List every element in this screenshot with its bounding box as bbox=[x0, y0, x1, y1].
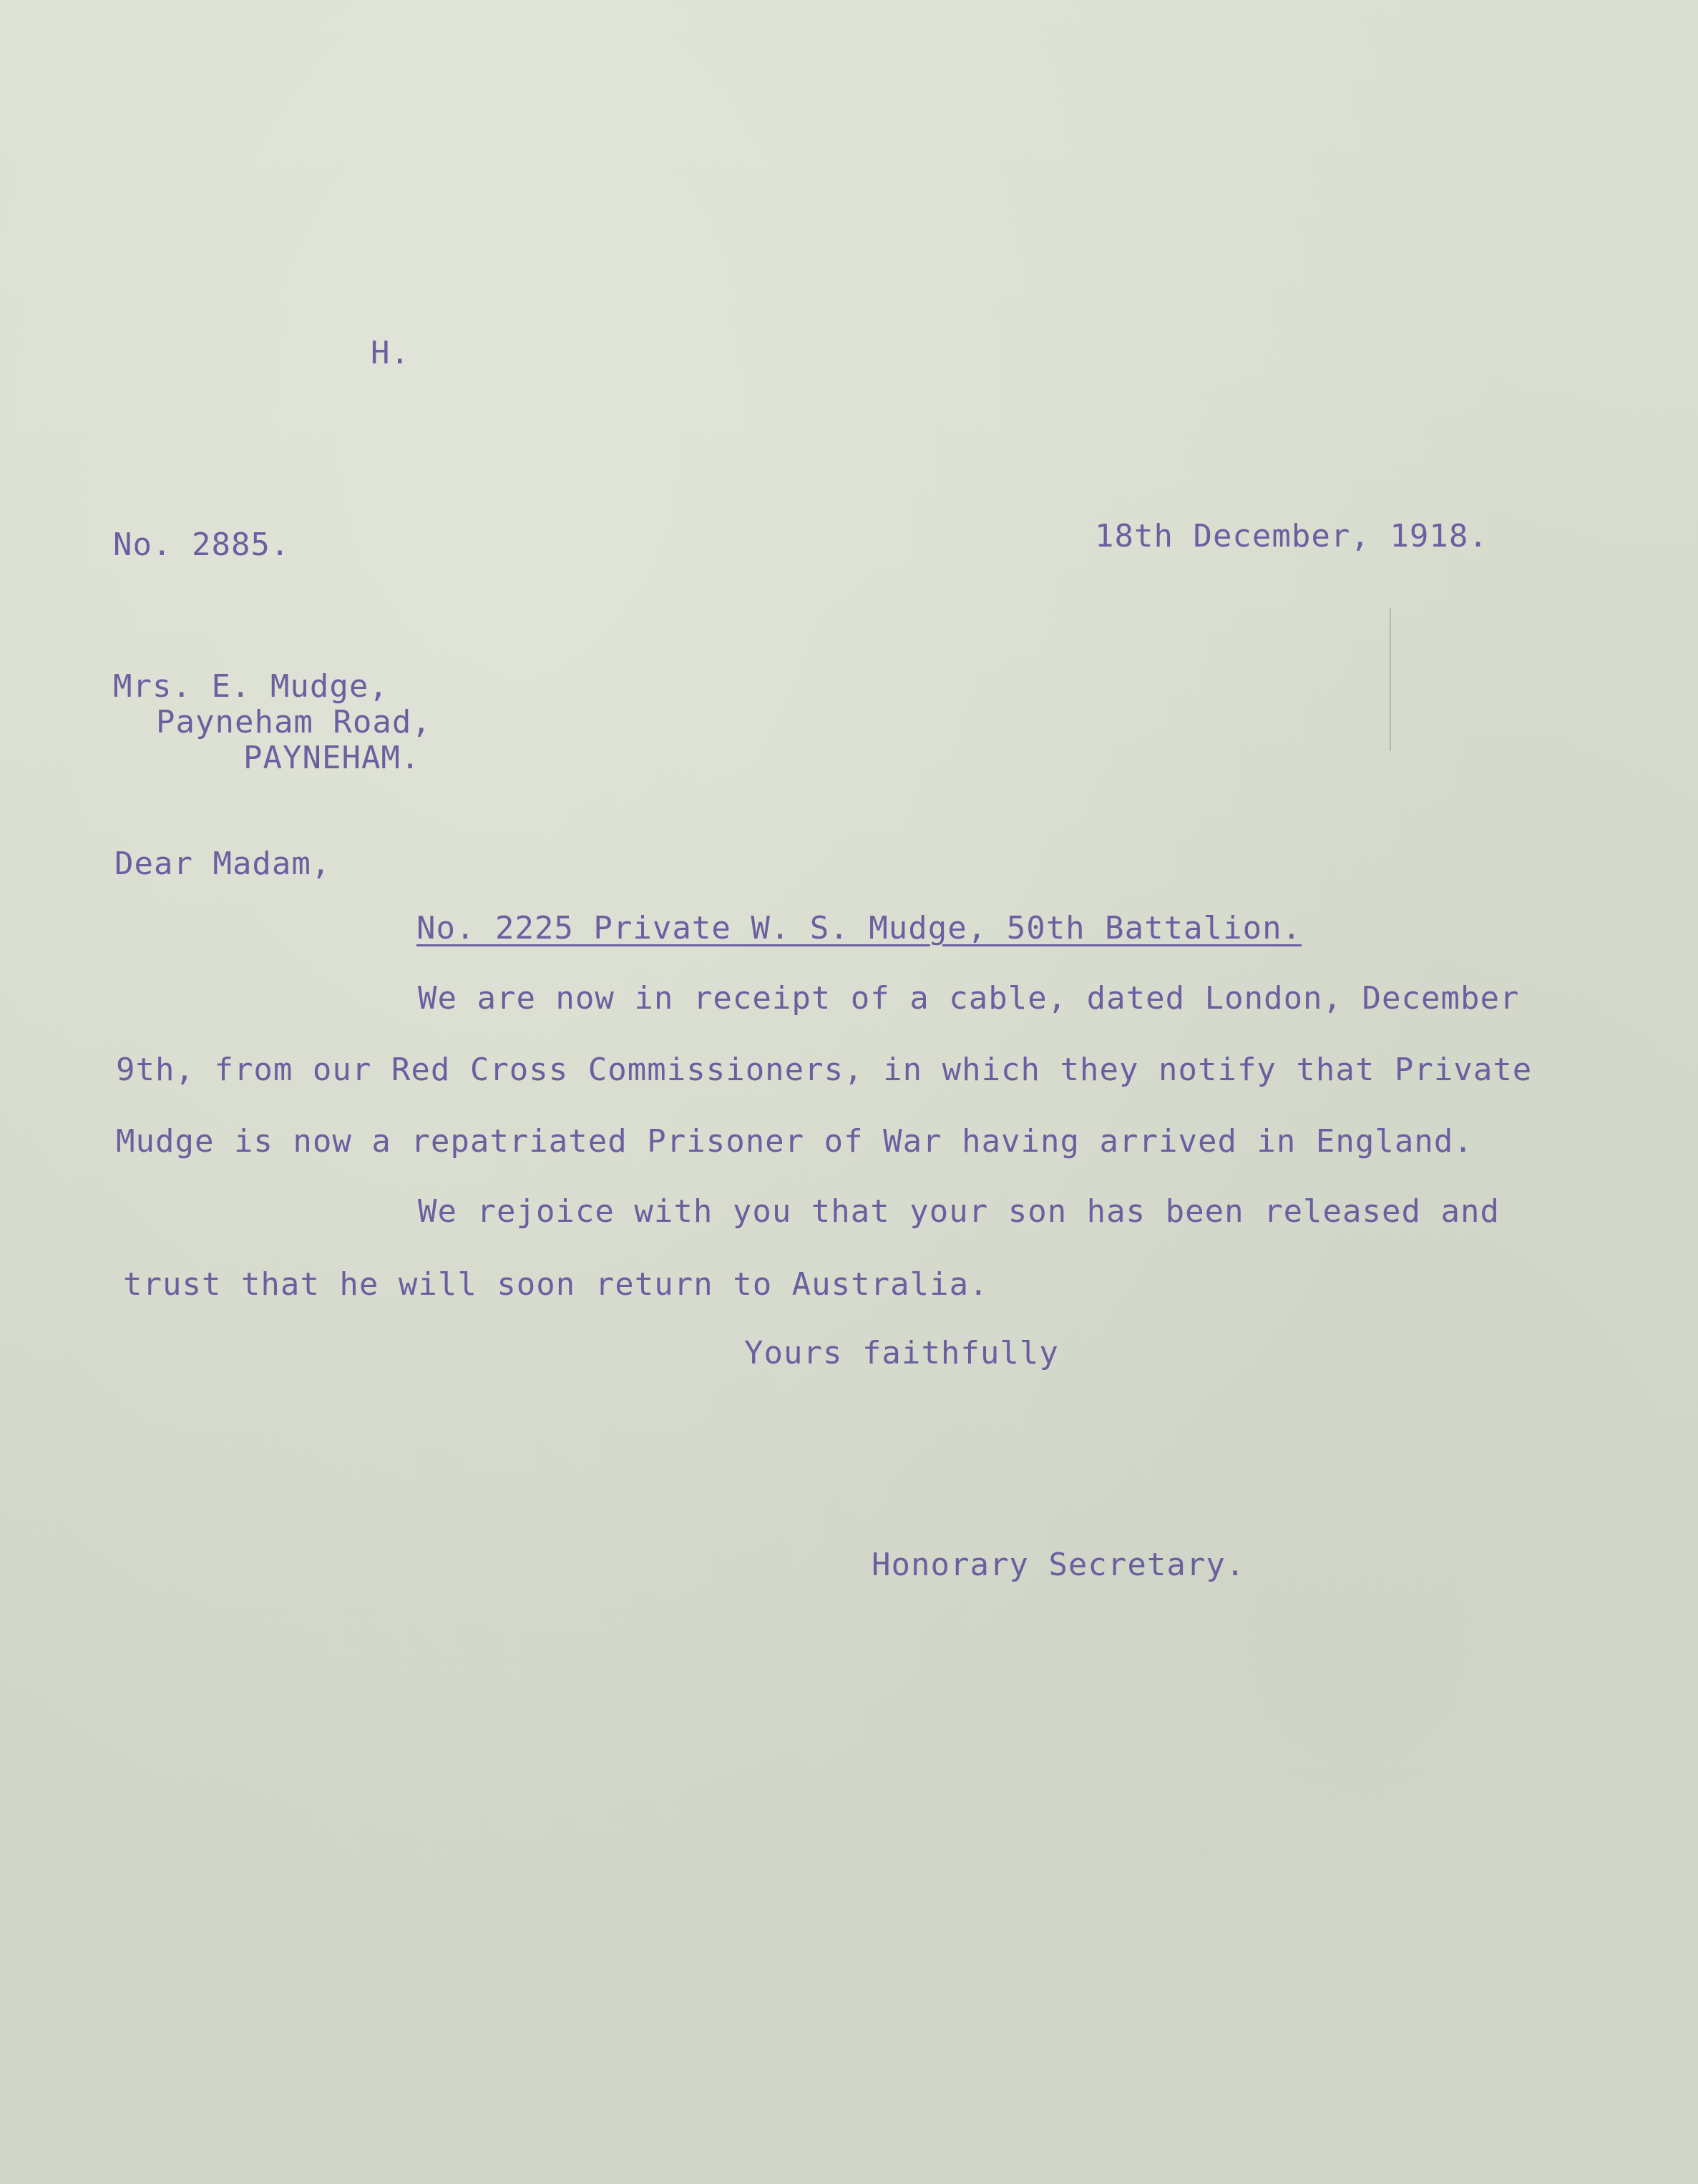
filing-mark: H. bbox=[371, 335, 410, 371]
letter-date: 18th December, 1918. bbox=[1095, 518, 1488, 554]
subject-line: No. 2225 Private W. S. Mudge, 50th Battalion. bbox=[416, 910, 1302, 946]
body-paragraph-2-line-2: trust that he will soon return to Australia. bbox=[123, 1266, 989, 1303]
address-line-suburb: PAYNEHAM. bbox=[243, 740, 421, 776]
address-line-name: Mrs. E. Mudge, bbox=[113, 668, 389, 705]
body-paragraph-1-line-2: 9th, from our Red Cross Commissioners, in which they notify that Private bbox=[116, 1052, 1533, 1088]
salutation: Dear Madam, bbox=[114, 846, 331, 882]
body-paragraph-1-line-3: Mudge is now a repatriated Prisoner of War having arrived in England. bbox=[116, 1123, 1473, 1160]
body-paragraph-2-line-1: We rejoice with you that your son has been released and bbox=[418, 1193, 1500, 1230]
paper-crease bbox=[1390, 608, 1391, 751]
body-paragraph-1-line-1: We are now in receipt of a cable, dated London, December bbox=[418, 980, 1520, 1017]
reference-number: No. 2885. bbox=[113, 527, 291, 563]
address-line-road: Payneham Road, bbox=[156, 704, 431, 740]
signature-title: Honorary Secretary. bbox=[872, 1547, 1246, 1583]
closing: Yours faithfully bbox=[744, 1335, 1059, 1371]
